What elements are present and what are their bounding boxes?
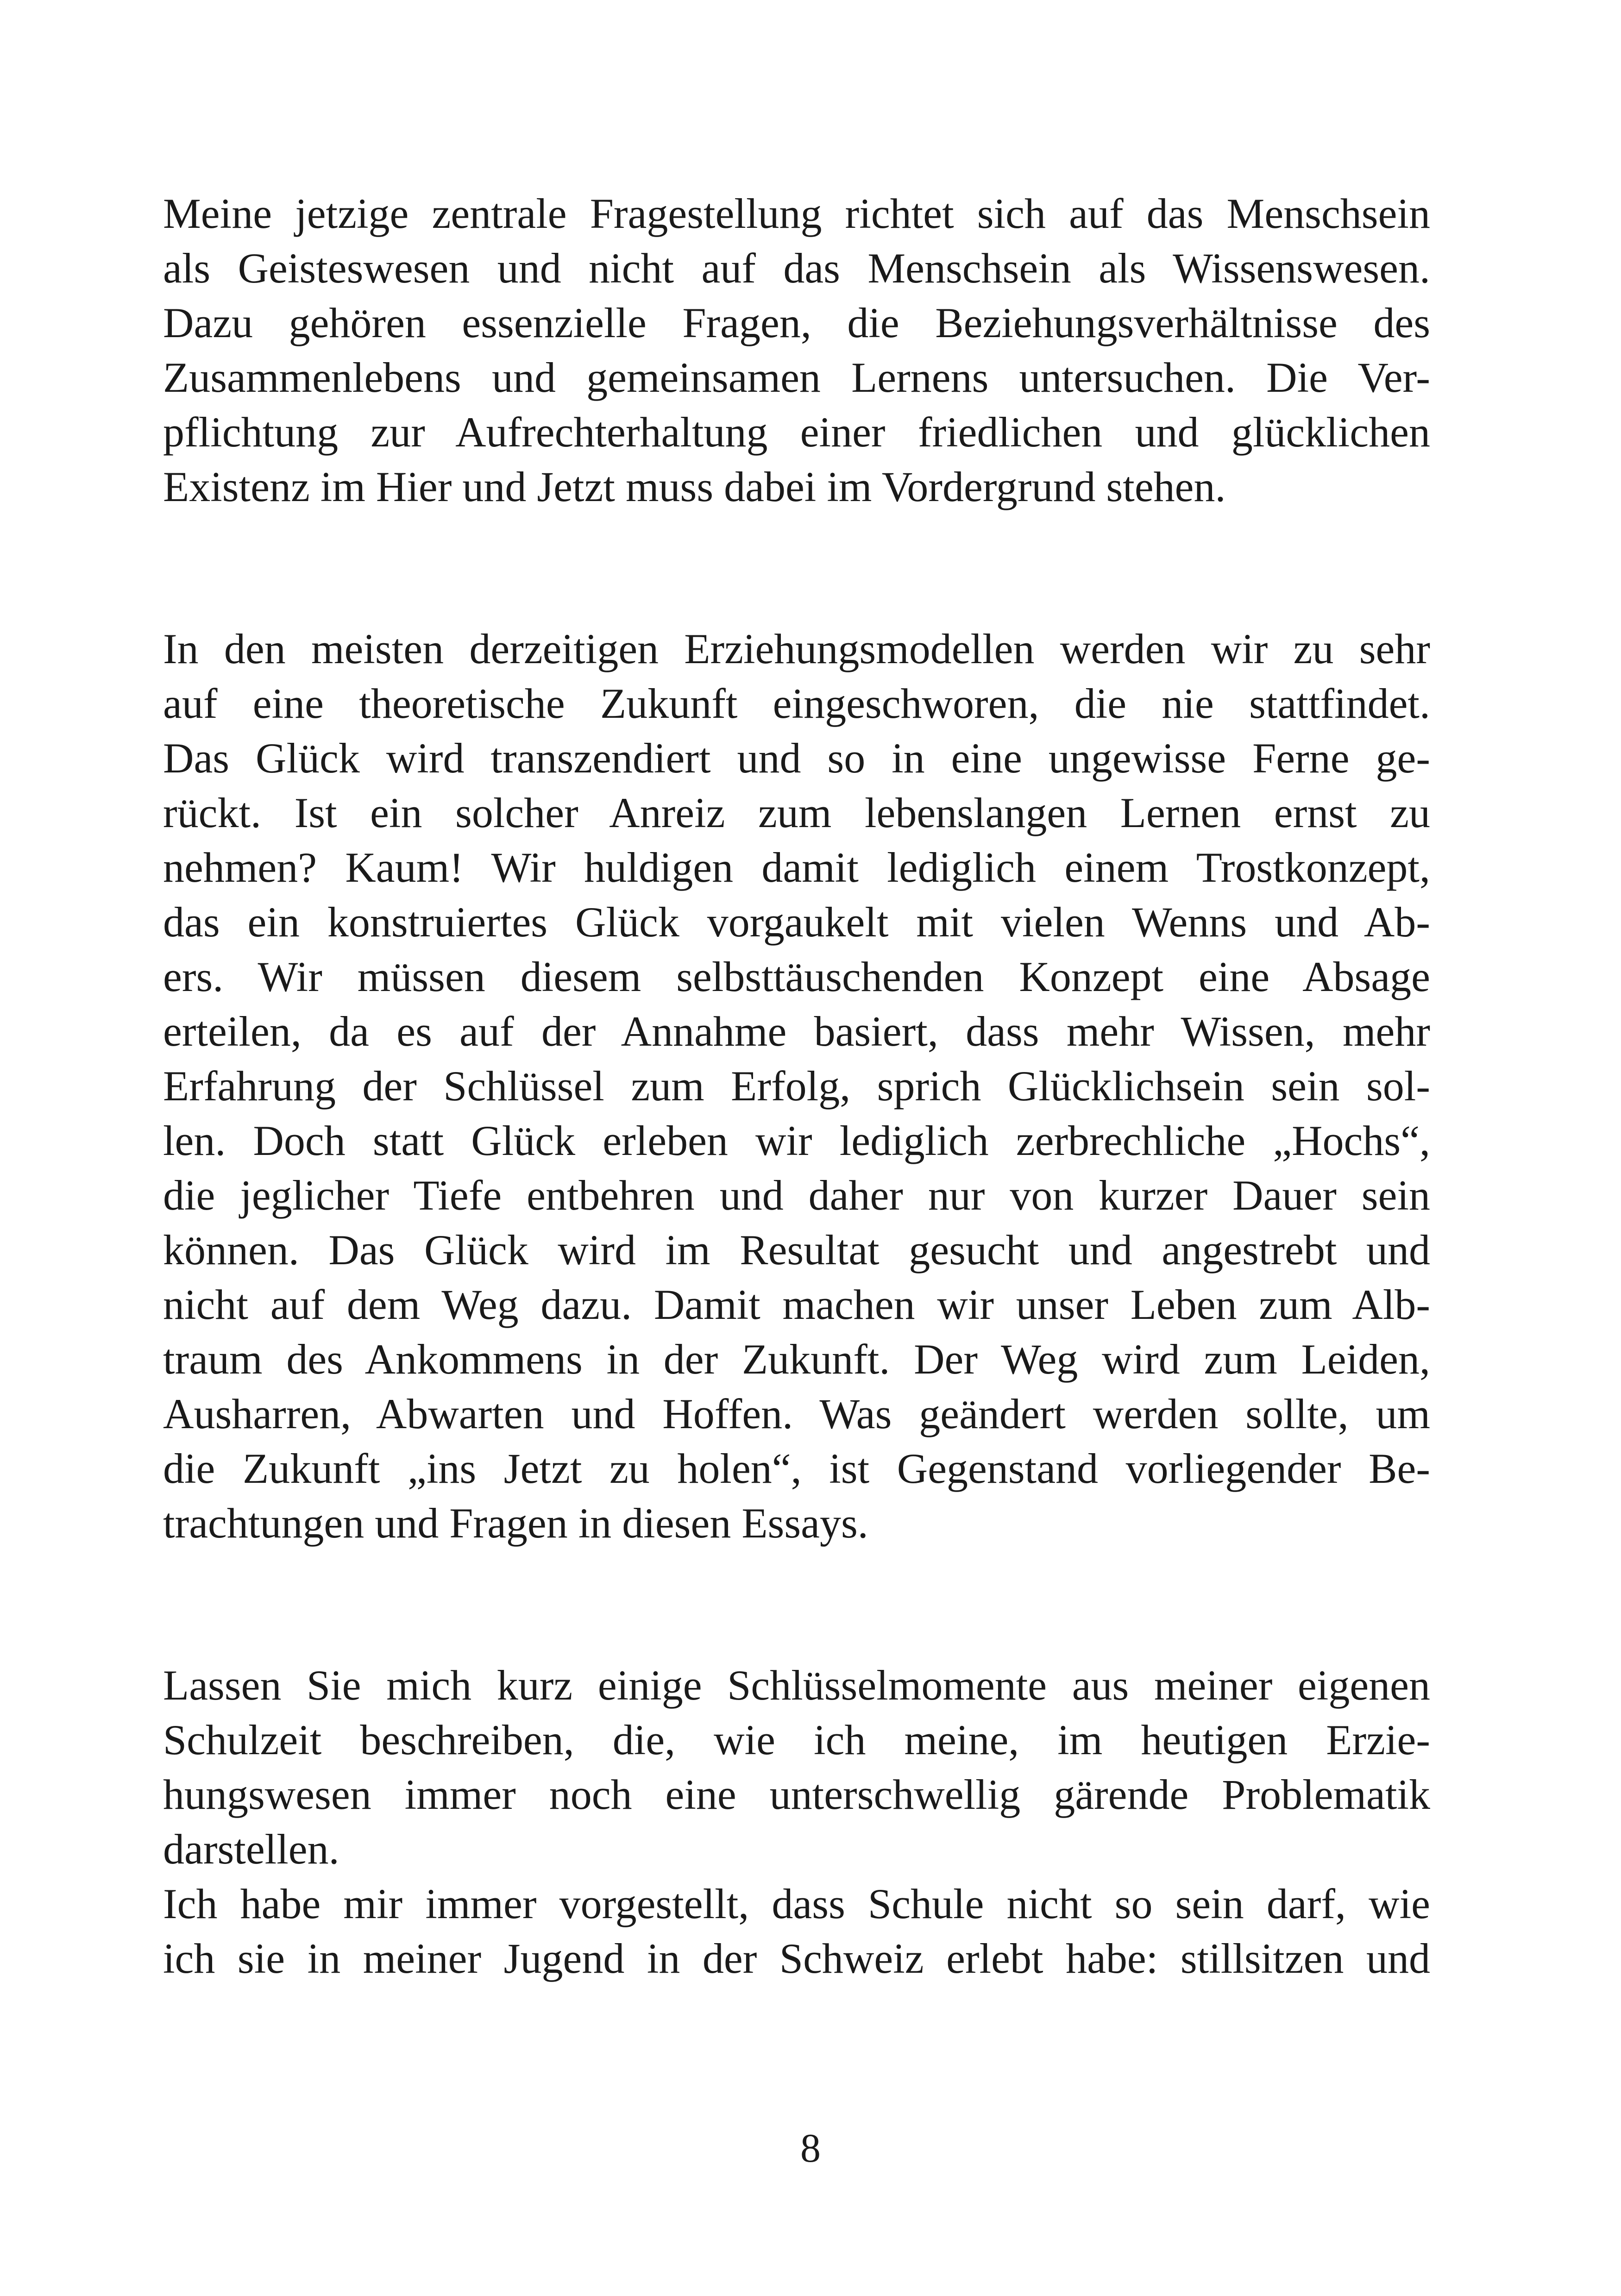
text-line: Ich habe mir immer vorgestellt, dass Schule nicht so sein darf, wie	[163, 1880, 1430, 1927]
text-line: Zusammenlebens und gemeinsamen Lernens untersuchen. Die Ver-	[163, 354, 1430, 401]
text-line: traum des Ankommens in der Zukunft. Der Weg wird zum Leiden,	[163, 1336, 1430, 1383]
text-line: Erfahrung der Schlüssel zum Erfolg, sprich Glücklichsein sein sol-	[163, 1062, 1430, 1110]
text-line: ers. Wir müssen diesem selbsttäuschenden Konzept eine Absage	[163, 953, 1430, 1000]
text-line: hungswesen immer noch eine unterschwellig gärende Problematik	[163, 1771, 1430, 1818]
text-line: nicht auf dem Weg dazu. Damit machen wir unser Leben zum Alb-	[163, 1281, 1430, 1328]
text-line: Meine jetzige zentrale Fragestellung richtet sich auf das Menschsein	[163, 190, 1430, 237]
text-line: len. Doch statt Glück erleben wir lediglich zerbrechliche „Hochs“,	[163, 1117, 1430, 1164]
text-line: pflichtung zur Aufrechterhaltung einer friedlichen und glücklichen	[163, 408, 1430, 456]
page-number: 8	[800, 2126, 821, 2171]
text-line: auf eine theoretische Zukunft eingeschworen, die nie stattfindet.	[163, 680, 1430, 727]
text-line: Schulzeit beschreiben, die, wie ich meine, im heutigen Erzie-	[163, 1716, 1430, 1763]
text-line: Existenz im Hier und Jetzt muss dabei im Vordergrund stehen.	[163, 463, 1226, 510]
text-line: als Geisteswesen und nicht auf das Menschsein als Wissenswesen.	[163, 245, 1430, 292]
text-line: nehmen? Kaum! Wir huldigen damit lediglich einem Trostkonzept,	[163, 844, 1430, 891]
text-line: können. Das Glück wird im Resultat gesucht und angestrebt und	[163, 1226, 1430, 1273]
text-line: ich sie in meiner Jugend in der Schweiz erlebt habe: stillsitzen und	[163, 1935, 1430, 1982]
text-line: die jeglicher Tiefe entbehren und daher nur von kurzer Dauer sein	[163, 1172, 1430, 1219]
text-line: Das Glück wird transzendiert und so in eine ungewisse Ferne ge-	[163, 734, 1430, 782]
text-line: Dazu gehören essenzielle Fragen, die Beziehungsverhältnisse des	[163, 299, 1430, 346]
text-line: Ausharren, Abwarten und Hoffen. Was geändert werden sollte, um	[163, 1390, 1430, 1437]
text-line: erteilen, da es auf der Annahme basiert, dass mehr Wissen, mehr	[163, 1008, 1430, 1055]
text-line: Lassen Sie mich kurz einige Schlüsselmomente aus meiner eigenen	[163, 1662, 1430, 1709]
text-line: In den meisten derzeitigen Erziehungsmodellen werden wir zu sehr	[163, 625, 1430, 672]
text-line: die Zukunft „ins Jetzt zu holen“, ist Gegenstand vorliegender Be-	[163, 1445, 1430, 1492]
text-line: rückt. Ist ein solcher Anreiz zum lebenslangen Lernen ernst zu	[163, 789, 1430, 836]
text-line: das ein konstruiertes Glück vorgaukelt mit vielen Wenns und Ab-	[163, 898, 1430, 946]
text-line: trachtungen und Fragen in diesen Essays.	[163, 1499, 868, 1547]
text-line: darstellen.	[163, 1826, 339, 1873]
